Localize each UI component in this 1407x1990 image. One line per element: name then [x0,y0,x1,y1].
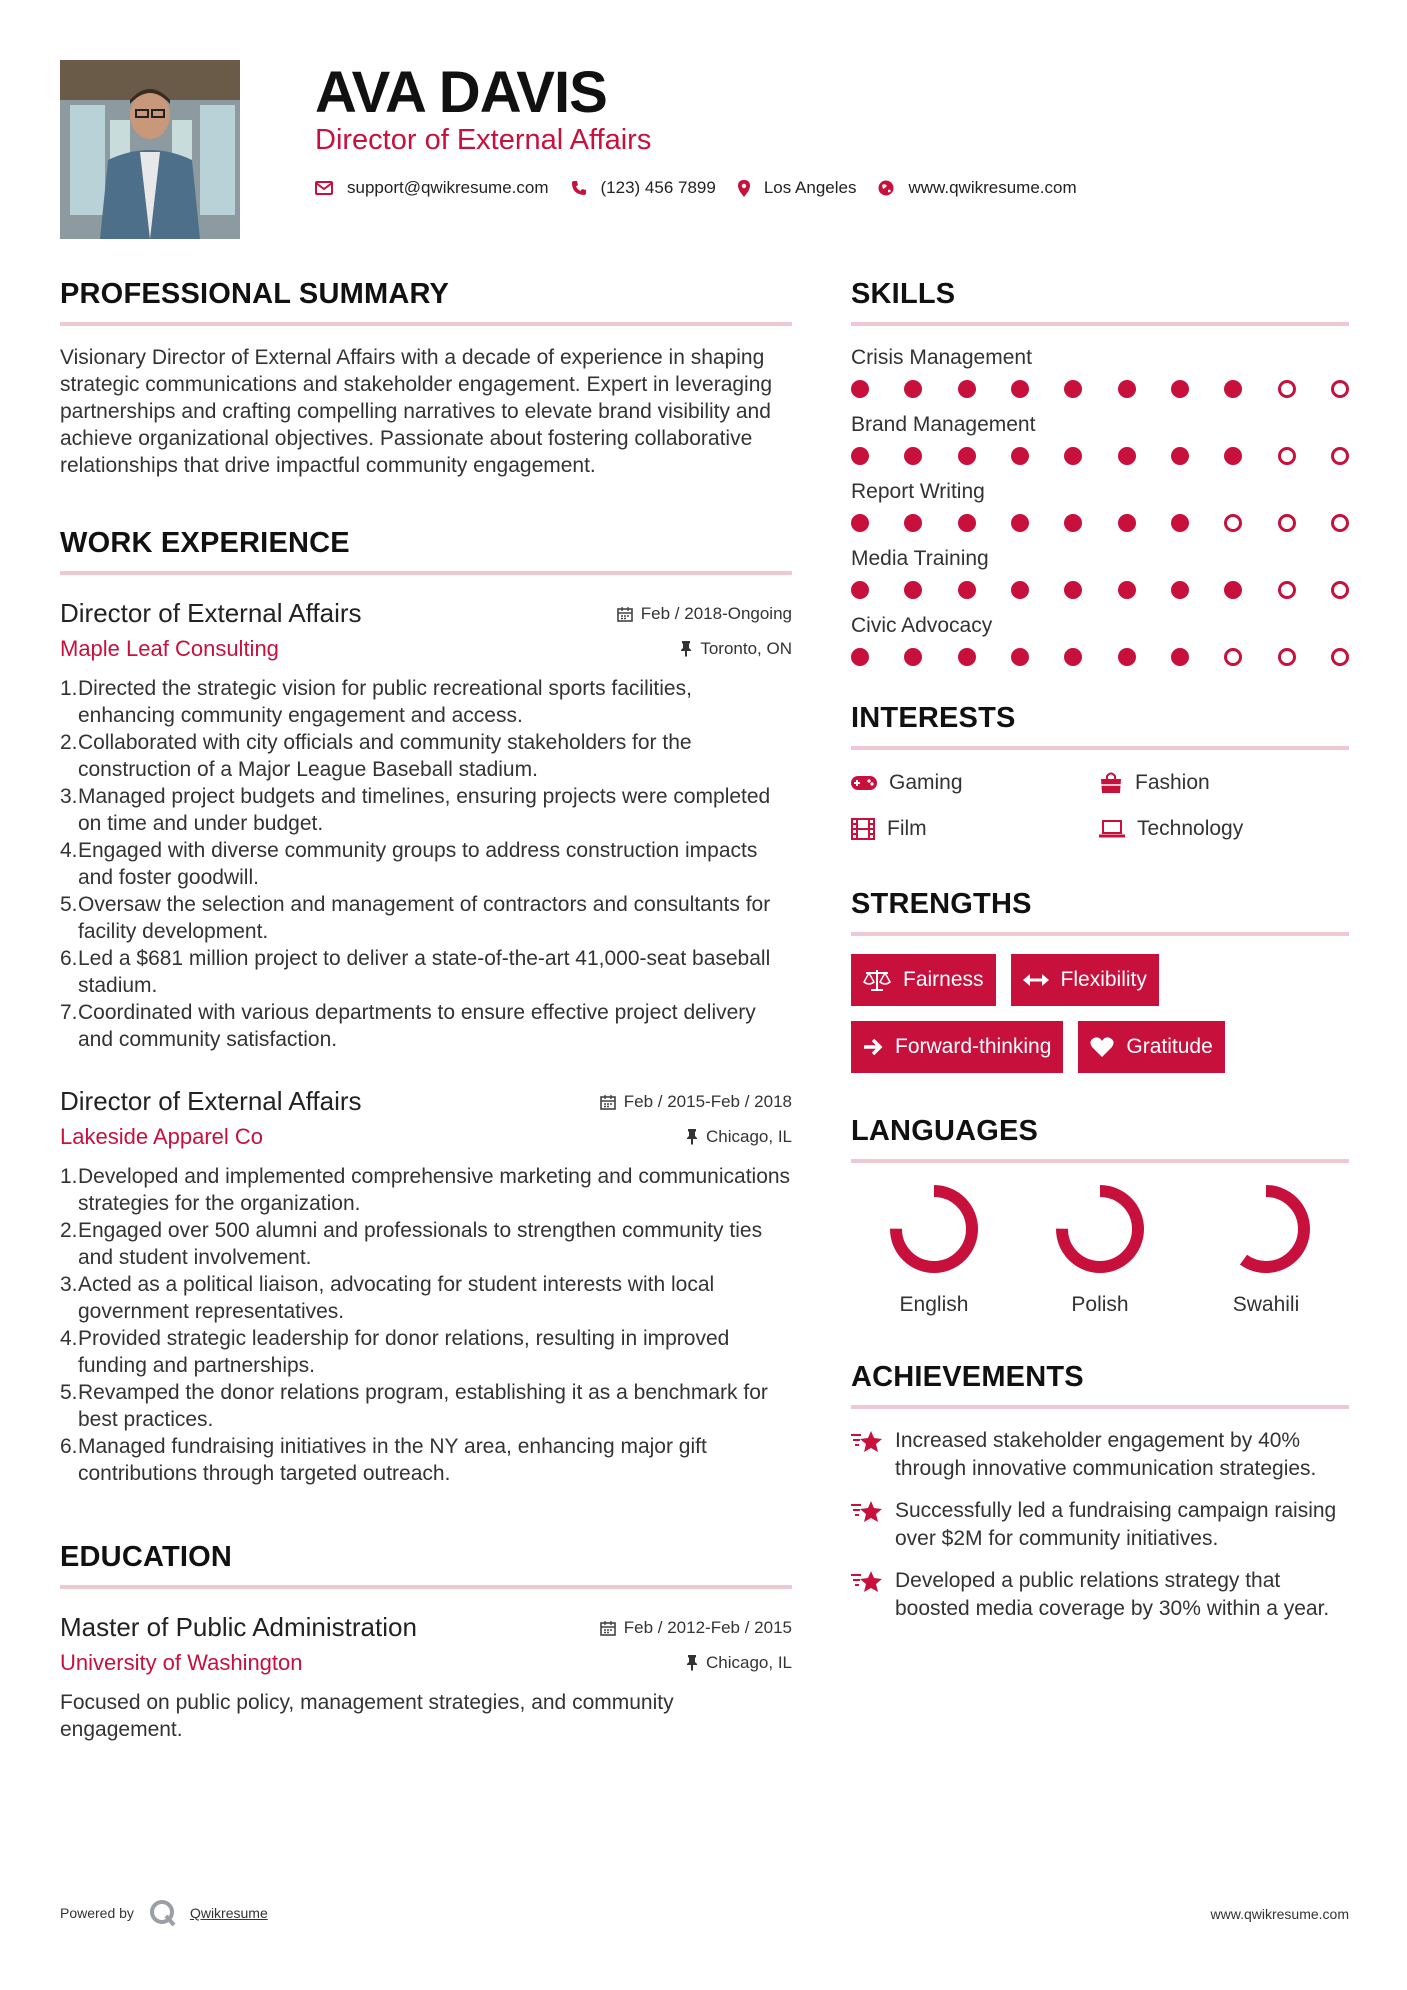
experience-section [60,523,792,1487]
list-item: 3. Managed project budgets and timelines, ensuring projects were completed on time and under budget. [60,785,771,835]
rating-dot-filled [851,581,869,599]
list-item: 1. Developed and implemented comprehensive marketing and communications strategies for the organization. [60,1165,791,1215]
education-school: University of Washington [60,1650,303,1675]
contact-phone[interactable]: (123) 456 7899 [600,178,716,197]
rating-dot-empty [1278,648,1296,666]
languages-heading: LANGUAGES [851,1111,1349,1163]
envelope-icon [315,181,333,195]
rating-dot-filled [1118,648,1136,666]
job-entry [60,595,792,1053]
language-progress-arc [896,1191,972,1267]
pushpin-icon [686,1655,698,1671]
list-item: 6. Led a $681 million project to deliver a state-of-the-art 41,000-seat baseball stadium. [60,947,771,997]
rating-dot-empty [1331,514,1349,532]
language-item [1017,1181,1183,1317]
heart-icon [1090,1037,1114,1057]
interests-section [851,698,1349,844]
globe-icon [878,180,894,196]
interest-item: Fashion [1099,768,1349,798]
rating-dot-empty [1331,447,1349,465]
summary-heading: PROFESSIONAL SUMMARY [60,274,792,326]
list-item: 2. Collaborated with city officials and community stakeholders for the construction of a Major League Baseball stadium. [60,731,692,781]
rating-dot-filled [851,380,869,398]
job-company: Lakeside Apparel Co [60,1124,264,1149]
film-icon [851,818,875,840]
map-marker-icon [738,180,750,197]
skill-item [851,411,1349,465]
job-bullets [60,1163,792,1487]
qwikresume-logo-icon [148,1898,178,1928]
left-column [60,274,792,1743]
shooting-star-icon [851,1499,883,1525]
strengths-section [851,884,1349,1073]
skill-item [851,612,1349,666]
skill-rating [851,581,1349,599]
skill-name: Brand Management [851,413,1036,436]
education-degree: Master of Public Administration [60,1612,417,1642]
rating-dot-empty [1331,380,1349,398]
achievement-item: Successfully led a fundraising campaign raising over $2M for community initiatives. [851,1497,1349,1553]
rating-dot-filled [1011,648,1029,666]
language-name: Polish [1071,1293,1129,1316]
rating-dot-filled [1011,581,1029,599]
rating-dot-filled [1118,447,1136,465]
rating-dot-filled [1064,514,1082,532]
rating-dot-filled [1064,380,1082,398]
contact-website[interactable]: www.qwikresume.com [908,178,1077,197]
skill-name: Media Training [851,547,989,570]
skills-heading: SKILLS [851,274,1349,326]
achievements-heading: ACHIEVEMENTS [851,1357,1349,1409]
rating-dot-filled [1064,581,1082,599]
rating-dot-filled [851,447,869,465]
skill-item [851,478,1349,532]
rating-dot-filled [1011,514,1029,532]
pushpin-icon [686,1129,698,1145]
candidate-title: Director of External Affairs [315,124,652,156]
job-location: Chicago, IL [686,1127,792,1147]
rating-dot-filled [958,380,976,398]
rating-dot-filled [958,447,976,465]
language-progress-arc [1062,1191,1138,1267]
contact-email[interactable]: support@qwikresume.com [347,178,549,197]
skill-name: Civic Advocacy [851,614,993,637]
powered-by-label: Powered by [60,1905,134,1921]
summary-text: Visionary Director of External Affairs with a decade of experience in shaping strategic communications and stakeholder engagement. Expert in leveraging partnerships and crafting compelling narratives to elevate brand visibility and achieve organizational objectives. Passionate about fostering collaborative relationships that drive impactful community engagement. [60,346,773,477]
job-location: Toronto, ON [680,639,792,659]
achievement-item: Developed a public relations strategy that boosted media coverage by 30% within a year. [851,1567,1349,1623]
skill-rating [851,447,1349,465]
skill-rating [851,380,1349,398]
languages-section [851,1111,1349,1317]
achievement-item: Increased stakeholder engagement by 40% through innovative communication strategies. [851,1427,1349,1483]
job-company: Maple Leaf Consulting [60,636,279,661]
pushpin-icon [680,641,692,657]
footer-website[interactable]: www.qwikresume.com [1210,1906,1349,1922]
language-item [851,1181,1017,1317]
shooting-star-icon [851,1429,883,1455]
skills-section [851,274,1349,666]
rating-dot-filled [851,514,869,532]
interest-item: Film [851,814,1099,844]
laptop-icon [1099,820,1125,838]
skill-rating [851,514,1349,532]
list-item: 4. Engaged with diverse community groups to address construction impacts and foster goodwill. [60,839,758,889]
rating-dot-filled [1011,380,1029,398]
list-item: 1. Directed the strategic vision for public recreational sports facilities, enhancing community engagement and access. [60,677,692,727]
rating-dot-filled [1224,581,1242,599]
balance-scale-icon [863,969,891,991]
profile-photo [60,60,240,239]
contact-location: Los Angeles [763,178,857,197]
education-heading: EDUCATION [60,1537,792,1589]
arrow-right-icon [863,1038,883,1056]
rating-dot-filled [1064,447,1082,465]
rating-dot-filled [1224,380,1242,398]
skills-list [851,344,1349,666]
list-item: 4. Provided strategic leadership for donor relations, resulting in improved funding and partnerships. [60,1327,730,1377]
skill-item [851,545,1349,599]
rating-dot-empty [1224,514,1242,532]
gamepad-icon [851,775,877,791]
rating-dot-empty [1278,514,1296,532]
job-date: Feb / 2015-Feb / 2018 [600,1092,792,1112]
strength-tag: Fairness [851,954,996,1006]
rating-dot-filled [904,581,922,599]
phone-icon [571,180,587,196]
right-column [851,274,1349,1637]
skill-name: Crisis Management [851,346,1032,369]
rating-dot-filled [904,380,922,398]
shopping-bag-icon [1099,772,1123,794]
achievements-section [851,1357,1349,1623]
language-progress-ring [1218,1181,1314,1277]
rating-dot-filled [1118,380,1136,398]
rating-dot-filled [958,514,976,532]
language-progress-arc [1228,1191,1304,1267]
job-role: Director of External Affairs [60,598,362,628]
qwikresume-link[interactable]: Qwikresume [189,1905,268,1921]
interest-item: Gaming [851,768,1099,798]
calendar-icon [600,1094,616,1110]
list-item: 3. Acted as a political liaison, advocating for student interests with local government representatives. [60,1273,715,1323]
skill-name: Report Writing [851,480,985,503]
rating-dot-filled [904,514,922,532]
rating-dot-filled [1171,380,1189,398]
language-name: English [899,1293,969,1316]
strength-tag: Forward-thinking [851,1021,1063,1073]
arrows-horizontal-icon [1023,973,1049,987]
job-role: Director of External Affairs [60,1086,362,1116]
interests-heading: INTERESTS [851,698,1349,750]
language-progress-ring [1052,1181,1148,1277]
rating-dot-filled [1171,514,1189,532]
rating-dot-empty [1331,648,1349,666]
rating-dot-empty [1278,581,1296,599]
rating-dot-filled [958,581,976,599]
rating-dot-filled [1171,581,1189,599]
list-item: 5. Revamped the donor relations program, establishing it as a benchmark for best practices. [60,1381,768,1431]
list-item: 5. Oversaw the selection and management of contractors and consultants for facility development. [60,893,771,943]
education-date: Feb / 2012-Feb / 2015 [600,1618,792,1638]
list-item: 2. Engaged over 500 alumni and professionals to strengthen community ties and student involvement. [60,1219,763,1269]
calendar-icon [600,1620,616,1636]
rating-dot-filled [1118,514,1136,532]
education-section [60,1537,792,1743]
strength-tag: Gratitude [1078,1021,1224,1073]
summary-section [60,274,792,479]
education-location: Chicago, IL [686,1653,792,1673]
language-name: Swahili [1232,1293,1300,1316]
rating-dot-filled [904,447,922,465]
rating-dot-filled [851,648,869,666]
rating-dot-filled [1064,648,1082,666]
rating-dot-filled [1171,648,1189,666]
strength-tag: Flexibility [1011,954,1159,1006]
languages-list [851,1181,1349,1317]
skill-rating [851,648,1349,666]
list-item: 6. Managed fundraising initiatives in the NY area, enhancing major gift contributions through targeted outreach. [60,1435,707,1485]
rating-dot-filled [958,648,976,666]
interest-item: Technology [1099,814,1349,844]
rating-dot-filled [1171,447,1189,465]
job-date: Feb / 2018-Ongoing [617,604,792,624]
calendar-icon [617,606,633,622]
job-entry [60,1083,792,1487]
rating-dot-empty [1331,581,1349,599]
experience-heading: WORK EXPERIENCE [60,523,792,575]
rating-dot-empty [1278,380,1296,398]
rating-dot-filled [1118,581,1136,599]
rating-dot-filled [1011,447,1029,465]
rating-dot-empty [1278,447,1296,465]
rating-dot-filled [904,648,922,666]
education-description: Focused on public policy, management strategies, and community engagement. [60,1691,674,1741]
language-item [1183,1181,1349,1317]
rating-dot-empty [1224,648,1242,666]
rating-dot-filled [1224,447,1242,465]
candidate-name: AVA DAVIS [315,60,607,125]
list-item: 7. Coordinated with various departments to ensure effective project delivery and community satisfaction. [60,1001,756,1051]
skill-item [851,344,1349,398]
strengths-heading: STRENGTHS [851,884,1349,936]
language-progress-ring [886,1181,982,1277]
footer-powered-by [60,1898,268,1928]
shooting-star-icon [851,1569,883,1595]
job-bullets [60,675,792,1053]
contact-bar [315,178,1099,198]
